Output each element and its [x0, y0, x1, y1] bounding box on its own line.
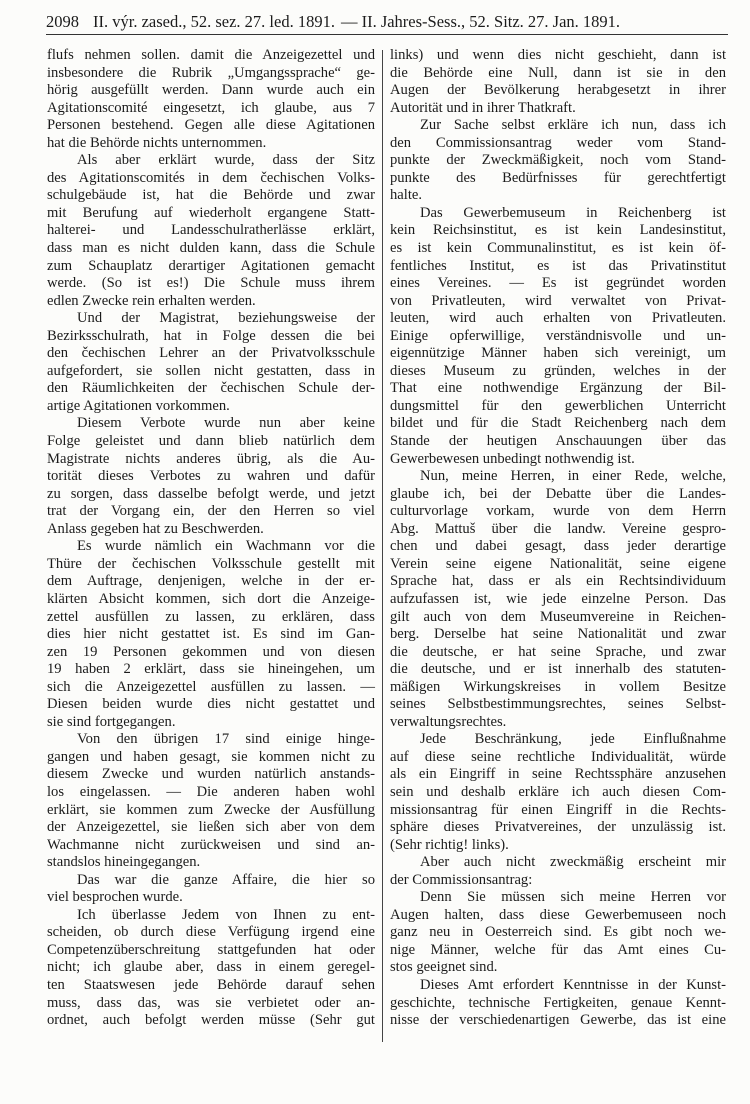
text-line: [47, 714, 375, 732]
text-line: [47, 696, 375, 714]
text-line: [390, 644, 726, 662]
paragraph: [390, 205, 726, 468]
text-line-content: Aber auch nicht zweckmäßig erscheint mir: [420, 854, 726, 871]
text-line: [390, 766, 726, 784]
text-line: [47, 310, 375, 328]
text-line-content: dies hier nicht gestattet ist. Es sind im Gan-: [47, 626, 375, 643]
text-line: [47, 135, 375, 153]
text-line-content: aufzufassen ist, wie jede einzelne Person. Das: [390, 590, 726, 607]
header-german: — II. Jahres-Sess., 52. Sitz. 27. Jan. 1891.: [340, 12, 621, 31]
text-line-content: edlen Zwecke rein erhalten werden.: [47, 292, 256, 309]
text-line-content: werde. (So ist es!) Die Schule muss ihrem: [47, 275, 375, 292]
text-line: [47, 644, 375, 662]
text-line: [47, 784, 375, 802]
text-line-content: eigennützige Männer haben sich vereinigt, um: [390, 345, 726, 362]
text-line-content: als ein Eingriff in seine Rechtssphäre anzusehen: [390, 766, 726, 783]
text-line-content: Von den übrigen 17 sind einige hinge-: [77, 731, 375, 748]
text-line-content: Anlass gegeben hat zu Beschwerden.: [47, 520, 264, 537]
text-line: [47, 766, 375, 784]
text-line: [47, 345, 375, 363]
paragraph: [390, 117, 726, 205]
text-line: [390, 889, 726, 907]
text-line-content: 19 haben 2 erklärt, dass sie hineingehen, um: [47, 661, 375, 678]
text-line: [47, 380, 375, 398]
paragraph: [47, 872, 375, 907]
text-line-content: standslos hineingegangen.: [47, 854, 201, 871]
right-column: [390, 47, 726, 1030]
text-line: [47, 363, 375, 381]
text-line-content: seines Selbstbestimmungsrechtes, seines Selbst-: [390, 696, 726, 713]
text-line-content: klärten Absicht kommen, sich dort die Anzeige-: [47, 590, 375, 607]
text-line: [390, 1012, 726, 1030]
text-line-content: sich die Anzeigezettel ausfüllen zu lassen. —: [47, 678, 375, 695]
text-line: [390, 503, 726, 521]
text-line: [390, 152, 726, 170]
text-line: [47, 258, 375, 276]
text-line-content: insbesondere die Rubrik „Umgangssprache“ ge-: [47, 64, 375, 81]
text-line-content: Autorität und in ihrer Thatkraft.: [390, 99, 576, 116]
text-line-content: Nun, meine Herren, in einer Rede, welche,: [420, 468, 726, 485]
text-line-content: den Räumlichkeiten der čechischen Schule der-: [47, 380, 375, 397]
text-line: [390, 345, 726, 363]
text-line: [390, 573, 726, 591]
text-line: [47, 995, 375, 1013]
text-line-content: (Sehr richtig! links).: [390, 836, 509, 853]
text-line: [390, 380, 726, 398]
text-line-content: artige Agitationen vorkommen.: [47, 397, 230, 414]
text-line: [390, 995, 726, 1013]
text-line: [47, 468, 375, 486]
text-line-content: viel besprochen wurde.: [47, 889, 183, 906]
text-line: [390, 784, 726, 802]
text-line: [47, 626, 375, 644]
text-line: [390, 170, 726, 188]
text-line-content: Es wurde nämlich ein Wachmann vor die: [77, 538, 375, 555]
text-line-content: punkte der Zweckmäßigkeit, noch vom Stand-: [390, 152, 726, 169]
text-line-content: Competenzüberschreitung stattgefunden hat oder: [47, 941, 375, 958]
paragraph: [390, 468, 726, 731]
text-line: [390, 486, 726, 504]
text-line-content: zettel ausfüllen zu lassen, zu erklären, dass: [47, 608, 375, 625]
text-line: [47, 415, 375, 433]
text-line-content: den Commissionsantrag weder vom Stand-: [390, 134, 726, 151]
text-line-content: bildet und für die Stadt Reichenberg nach dem: [390, 415, 726, 432]
text-line: [47, 433, 375, 451]
text-line: [390, 240, 726, 258]
text-line: [47, 117, 375, 135]
text-line-content: aufgefordert, sie sollen nicht gestatten, dass in: [47, 362, 375, 379]
text-line: [390, 310, 726, 328]
text-line: [390, 942, 726, 960]
text-line-content: die deutsche, er hat seine Sprache, und zwar: [390, 643, 726, 660]
text-line: [390, 854, 726, 872]
text-line-content: Augen der Bevölkerung herabgesetzt in ihrer: [390, 82, 726, 99]
text-line: [390, 837, 726, 855]
text-line-content: der Anzeigezettel, sie ließen sich aber von dem: [47, 819, 375, 836]
text-line-content: Jede Beschränkung, jede Einflußnahme: [420, 731, 726, 748]
text-line-content: Und der Magistrat, beziehungsweise der: [77, 310, 375, 327]
text-line: [390, 714, 726, 732]
paragraph: [390, 47, 726, 117]
text-line-content: hörig ausgefüllt werden. Dann wurde auch ein: [47, 82, 375, 99]
text-line: [47, 573, 375, 591]
text-line-content: dem Auftrage, denjenigen, welche in der er-: [47, 573, 375, 590]
text-line: [47, 47, 375, 65]
text-line: [47, 486, 375, 504]
text-line-content: stos geeignet sind.: [390, 959, 498, 976]
paragraph: [47, 415, 375, 538]
text-line: [47, 503, 375, 521]
text-line-content: scheiden, ob durch diese Verfügung irgend eine: [47, 924, 375, 941]
paragraph: [47, 538, 375, 731]
text-line: [390, 977, 726, 995]
text-line-content: Folge geleistet und dann blieb natürlich dem: [47, 433, 375, 450]
text-line-content: nisse der verschiedenartigen Gewerbe, das ist eine: [390, 1012, 726, 1029]
text-line: [390, 398, 726, 416]
text-line: [47, 907, 375, 925]
text-line: [390, 609, 726, 627]
text-line-content: kein Reichsinstitut, es ist kein Landesinstitut,: [390, 222, 726, 239]
text-line-content: zu sorgen, dass dasselbe befolgt werde, und jetzt: [47, 485, 375, 502]
text-line-content: verwaltungsrechtes.: [390, 713, 507, 730]
text-line-content: Diesem Verbote wurde nun aber keine: [77, 415, 375, 432]
text-line: [47, 854, 375, 872]
text-line: [47, 942, 375, 960]
text-line-content: dieses Museum zu gründen, welches in der: [390, 362, 726, 379]
text-line-content: halte.: [390, 187, 423, 204]
text-line: [47, 222, 375, 240]
text-line-content: Dieses Amt erfordert Kenntnisse in der Kunst-: [420, 976, 726, 993]
text-line-content: berg. Derselbe hat seine Nationalität und zwar: [390, 626, 726, 643]
text-line: [390, 363, 726, 381]
text-line: [390, 626, 726, 644]
text-line-content: Bezirksschulrath, hat in Folge dessen die bei: [47, 327, 375, 344]
text-line: [390, 731, 726, 749]
paragraph: [390, 854, 726, 889]
text-line: [47, 328, 375, 346]
text-line-content: sphäre dieses Privatvereines, der unzulässig ist.: [390, 819, 726, 836]
text-line-content: torität dieses Verbotes zu wahren und dafür: [47, 468, 375, 485]
text-line-content: geschichte, technische Fertigkeiten, genaue Kennt-: [390, 994, 726, 1011]
text-line: [47, 451, 375, 469]
text-line-content: schulgebäude ist, hat die Behörde und zwar: [47, 187, 375, 204]
text-line-content: sein und deshalb erkläre ich auch diesen Com-: [390, 783, 726, 800]
text-line: [47, 82, 375, 100]
text-line: [390, 82, 726, 100]
text-line-content: missionsantrag für einen Eingriff in die Rechts-: [390, 801, 726, 818]
paragraph: [47, 310, 375, 415]
text-line: [390, 328, 726, 346]
page-number: 2098: [46, 12, 79, 31]
text-line: [47, 293, 375, 311]
text-line-content: Stande der heutigen Anschauungen über das: [390, 433, 726, 450]
text-line: [390, 100, 726, 118]
text-line-content: ordnet, auch befolgt werden müsse (Sehr gut: [47, 1012, 375, 1029]
text-line: [390, 679, 726, 697]
text-line-content: auf diese seine rechtliche Individualität, würde: [390, 748, 726, 765]
text-line-content: dungsmittel für den gewerblichen Unterricht: [390, 397, 726, 414]
text-line-content: Ich überlasse Jedem von Ihnen zu ent-: [77, 906, 375, 923]
text-line-content: Personen bestehend. Gegen alle diese Agitationen: [47, 117, 375, 134]
text-line-content: Diesen beiden wurde dies nicht gestattet und: [47, 696, 375, 713]
text-line: [390, 187, 726, 205]
text-line-content: diesem Zwecke und wurden natürlich anstands-: [47, 766, 375, 783]
text-line-content: zen 19 Personen gekommen und von diesen: [47, 643, 375, 660]
text-line: [47, 100, 375, 118]
text-line-content: gangen und haben gesagt, sie kommen nicht zu: [47, 748, 375, 765]
text-line-content: Thüre der čechischen Volksschule gestellt mit: [47, 555, 375, 572]
text-line: [390, 293, 726, 311]
text-line-content: der Commissionsantrag:: [390, 871, 533, 888]
text-line: [47, 924, 375, 942]
text-line: [47, 65, 375, 83]
text-line-content: glaube ich, bei der Debatte über die Landes-: [390, 485, 726, 502]
text-line: [47, 170, 375, 188]
text-line: [390, 135, 726, 153]
text-line-content: links) und wenn dies nicht geschieht, dann ist: [390, 47, 726, 63]
text-line-content: mit Berufung auf wiederholt ergangene Statt-: [47, 204, 375, 221]
text-line: [47, 959, 375, 977]
text-line: [390, 556, 726, 574]
text-line-content: fentliches Institut, es ist das Privatinstitut: [390, 257, 726, 274]
text-line: [390, 468, 726, 486]
text-line: [390, 959, 726, 977]
text-line: [390, 749, 726, 767]
text-line: [47, 731, 375, 749]
paragraph: [390, 889, 726, 977]
text-line-content: Augen halten, dass diese Gewerbemuseen noch: [390, 906, 726, 923]
text-line-content: Denn Sie müssen sich meine Herren vor: [420, 889, 726, 906]
text-line-content: eines Vereines. — Es ist gegründet worden: [390, 275, 726, 292]
left-column: [47, 47, 375, 1030]
text-line: [390, 65, 726, 83]
text-line-content: Agitationscomité eingesetzt, ich glaube, aus 7: [47, 99, 375, 116]
text-line-content: muss, dass das, was sie verbietet oder an-: [47, 994, 375, 1011]
text-line: [47, 187, 375, 205]
paragraph: [390, 977, 726, 1030]
text-line-content: culturvorlage vorkam, wurde von dem Herrn: [390, 503, 726, 520]
text-line-content: von Privatleuten, wird verwaltet von Privat-: [390, 292, 726, 309]
text-line-content: ganz neu in Oesterreich sind. Es gibt noch we-: [390, 924, 726, 941]
text-line-content: Das Gewerbemuseum in Reichenberg ist: [420, 204, 726, 221]
text-line: [390, 258, 726, 276]
text-line: [47, 819, 375, 837]
text-line-content: es ist kein Communalinstitut, es ist kein öf-: [390, 240, 726, 257]
running-header: [46, 8, 728, 35]
paragraph: [47, 731, 375, 871]
text-line: [390, 433, 726, 451]
text-line: [47, 679, 375, 697]
header-czech: II. výr. zased., 52. sez. 27. led. 1891.: [93, 12, 335, 31]
text-line-content: leuten, wird auch erhalten von Privatleuten.: [390, 310, 726, 327]
text-line-content: mäßigen Wirkungskreises in vollem Besitze: [390, 678, 726, 695]
text-line: [390, 521, 726, 539]
text-line: [390, 907, 726, 925]
text-line-content: nige Männer, welche für das Amt eines Cu-: [390, 941, 726, 958]
text-line-content: den čechischen Lehrer an der Privatvolksschule: [47, 345, 375, 362]
text-line-content: Abg. Mattuš über die landw. Vereine gespro-: [390, 520, 726, 537]
text-line-content: Zur Sache selbst erkläre ich nun, dass ich: [420, 117, 726, 134]
text-line-content: Als aber erklärt wurde, dass der Sitz: [77, 152, 375, 169]
text-line-content: Wachmanne nicht zurückweisen und sind an-: [47, 836, 375, 853]
text-line: [47, 1012, 375, 1030]
text-line-content: Sprache hat, dass er als ein Rechtsindividuum: [390, 573, 726, 590]
text-line: [390, 872, 726, 890]
text-line: [47, 749, 375, 767]
text-line: [47, 205, 375, 223]
text-line: [390, 275, 726, 293]
text-line: [390, 451, 726, 469]
text-line-content: die deutsche, und er ist innerhalb des statuten-: [390, 661, 726, 678]
text-line-content: los eingelassen. — Die anderen haben wohl: [47, 783, 375, 800]
text-line-content: Verein seine eigene Nationalität, seine eigene: [390, 555, 726, 572]
text-line: [47, 872, 375, 890]
text-line-content: Magistrate nichts anderes übrig, als die Au-: [47, 450, 375, 467]
text-line: [390, 591, 726, 609]
paragraph: [390, 731, 726, 854]
text-line-content: halterei- und Landesschulratherlässe erklärt,: [47, 222, 375, 239]
text-line-content: trat der Vorgang ein, der den Herren so viel: [47, 503, 375, 520]
text-line: [47, 538, 375, 556]
text-line: [47, 240, 375, 258]
text-line: [390, 222, 726, 240]
text-line-content: gilt auch von dem Museumvereine in Reichen-: [390, 608, 726, 625]
text-line: [47, 275, 375, 293]
text-line-content: zum Schauplatz derartiger Agitationen gemacht: [47, 257, 375, 274]
text-line: [390, 696, 726, 714]
text-line-content: nicht; ich glaube aber, dass in einem geregel-: [47, 959, 375, 976]
text-line: [47, 837, 375, 855]
text-line: [390, 802, 726, 820]
text-line-content: erklärt, sie kommen zum Zwecke der Ausfüllung: [47, 801, 375, 818]
text-line-content: dass man es nicht dulden kann, dass die Schule: [47, 240, 375, 257]
text-line: [390, 819, 726, 837]
text-line: [47, 977, 375, 995]
text-line-content: Gewerbewesen unbedingt nothwendig ist.: [390, 450, 635, 467]
text-line: [390, 415, 726, 433]
text-line-content: Einige opferwillige, verständnisvolle und un-: [390, 327, 726, 344]
text-line-content: hat die Behörde nichts unternommen.: [47, 134, 267, 151]
text-line-content: That eine nothwendige Ergänzung der Bil-: [390, 380, 726, 397]
text-line: [47, 661, 375, 679]
text-line-content: die Behörde eine Null, dann ist sie in den: [390, 64, 726, 81]
text-line: [47, 398, 375, 416]
text-line-content: Das war die ganze Affaire, die hier so: [77, 871, 375, 888]
text-line: [390, 538, 726, 556]
text-line-content: ten Staatswesen jede Behörde darauf sehen: [47, 976, 375, 993]
text-line: [390, 924, 726, 942]
text-line: [47, 152, 375, 170]
text-line: [390, 47, 726, 65]
text-line: [47, 889, 375, 907]
text-line: [390, 205, 726, 223]
text-line: [390, 117, 726, 135]
text-line: [47, 521, 375, 539]
column-divider: [382, 50, 383, 1042]
text-line: [47, 556, 375, 574]
paragraph: [47, 152, 375, 310]
text-line-content: des Agitationscomités in dem čechischen Volks-: [47, 169, 375, 186]
paragraph: [47, 47, 375, 152]
text-line-content: sie sind fortgegangen.: [47, 713, 176, 730]
text-line-content: flufs nehmen sollen. damit die Anzeigezettel und: [47, 47, 375, 63]
text-line-content: chen und dabei gesagt, dass jeder derartige: [390, 538, 726, 555]
text-line: [47, 802, 375, 820]
text-line-content: punkte des Bedürfnisses für gerechtfertigt: [390, 169, 726, 186]
text-line: [47, 591, 375, 609]
paragraph: [47, 907, 375, 1030]
text-line: [47, 609, 375, 627]
text-line: [390, 661, 726, 679]
